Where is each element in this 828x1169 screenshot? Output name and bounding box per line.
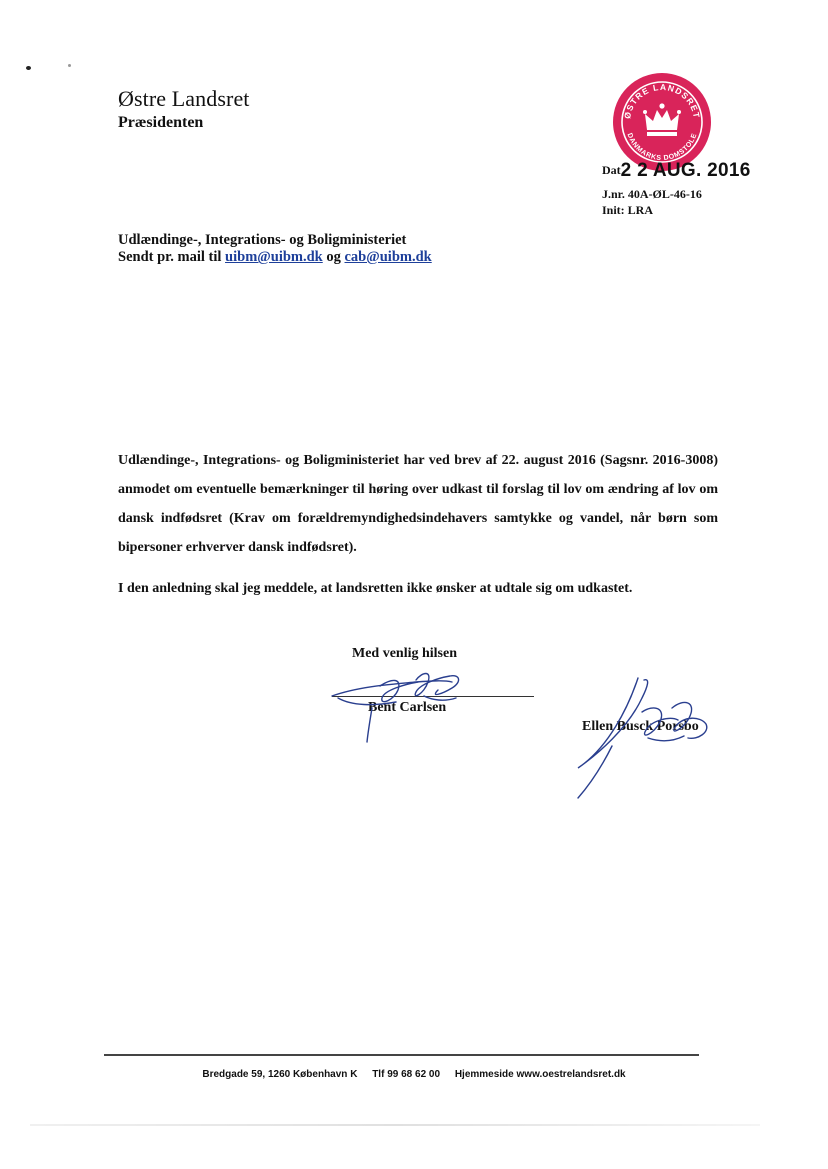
journal-number: J.nr. 40A-ØL-46-16 bbox=[602, 187, 702, 201]
body-paragraph-1: Udlændinge-, Integrations- og Boligministeriet har ved brev af 22. august 2016 (Sagsnr. 2016-3008) anmodet om eventuelle bemærkninger til høring over udkast til forslag til lov om ændring af lov om dansk indfødsret (Krav om forældremyndighedsindehavers samtykke og vandel, når børn som bipersoner erhverver dansk indfødsret). bbox=[118, 453, 718, 555]
and-label: og bbox=[326, 249, 341, 265]
footer-website: Hjemmeside www.oestrelandsret.dk bbox=[454, 1069, 626, 1080]
signature-1 bbox=[320, 660, 490, 750]
court-department: Præsidenten bbox=[118, 114, 204, 131]
court-seal-logo bbox=[612, 72, 712, 172]
scan-speck bbox=[68, 64, 71, 67]
signer-name-2: Ellen Busck Porsbo bbox=[582, 719, 699, 734]
initials: Init: LRA bbox=[602, 203, 654, 217]
signer-name-1: Bent Carlsen bbox=[368, 700, 447, 715]
body-paragraph-2: I den anledning skal jeg meddele, at landsretten ikke ønsker at udtale sig om udkastet. bbox=[118, 581, 633, 596]
email-link-cab[interactable]: cab@uibm.dk bbox=[344, 249, 432, 265]
recipient-name: Udlændinge-, Integrations- og Boligministeriet bbox=[118, 232, 407, 248]
signature-2 bbox=[568, 668, 718, 808]
scan-edge bbox=[30, 1124, 760, 1126]
recipient-block bbox=[118, 232, 432, 266]
recipient-email-line bbox=[118, 249, 432, 266]
seal-text-top: ØSTRE LANDSRET bbox=[622, 81, 702, 120]
footer-divider bbox=[104, 1054, 699, 1056]
date-label: Dat bbox=[602, 163, 621, 177]
date-stamp: 2 2 AUG. 2016 bbox=[620, 160, 751, 181]
court-name: Østre Landsret bbox=[118, 86, 250, 111]
footer-phone: Tlf 99 68 62 00 bbox=[372, 1069, 441, 1080]
sent-by-mail-label: Sendt pr. mail til bbox=[118, 249, 222, 265]
seal-text-bottom: DANMARKS DOMSTOLE bbox=[625, 132, 699, 163]
email-link-uibm[interactable]: uibm@uibm.dk bbox=[225, 249, 323, 265]
footer bbox=[0, 1069, 828, 1080]
footer-address: Bredgade 59, 1260 København K bbox=[202, 1069, 358, 1080]
greeting: Med venlig hilsen bbox=[352, 646, 458, 661]
scan-speck bbox=[26, 66, 31, 70]
date-line bbox=[602, 160, 751, 182]
